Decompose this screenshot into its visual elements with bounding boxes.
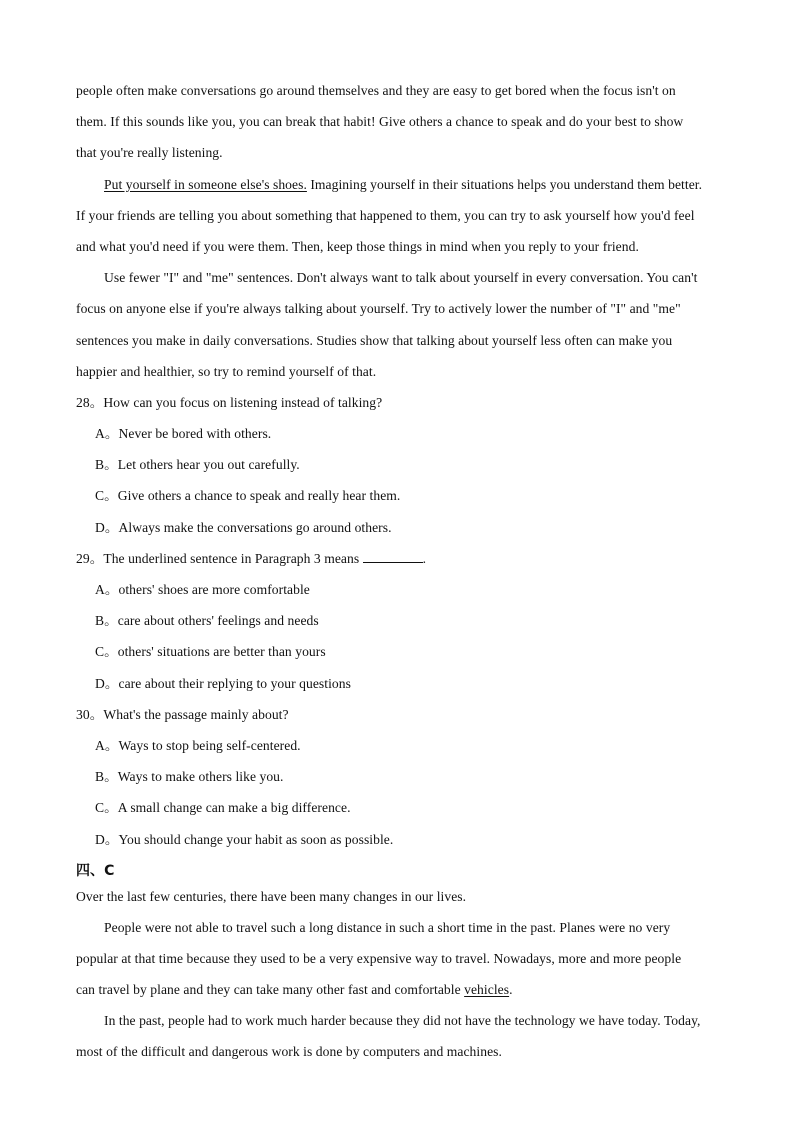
text-line — [76, 977, 748, 1008]
section-c — [76, 858, 748, 1071]
stem-period: . — [422, 550, 427, 566]
text-line: popular at that time because they used to be a very expensive way to travel. Nowadays, more and more people — [76, 950, 682, 966]
question-28 — [76, 390, 748, 546]
text-line: people often make conversations go around themselves and they are easy to get bored when the focus isn't on — [76, 83, 676, 98]
answer-blank — [363, 548, 423, 563]
section-heading: 四、C — [76, 862, 115, 879]
text-line: happier and healthier, so try to remind yourself of that. — [76, 363, 377, 379]
text-line: sentences you make in daily conversations. Studies show that talking about yourself less often can make you — [76, 332, 673, 348]
option-a: A。Ways to stop being self-centered. — [95, 737, 301, 753]
option-d: D。care about their replying to your questions — [95, 675, 351, 691]
text-line: focus on anyone else if you're always talking about yourself. Try to actively lower the number of "I" and "me" — [76, 301, 681, 317]
text-line: If your friends are telling you about something that happened to them, you can try to ask yourself how you'd feel — [76, 207, 695, 223]
question-29 — [76, 546, 748, 702]
paragraph-shoes — [76, 172, 748, 266]
text-line: and what you'd need if you were them. Then, keep those things in mind when you reply to your friend. — [76, 238, 639, 254]
text-span: can travel by plane and they can take many other fast and comfortable — [76, 982, 465, 998]
question-stem: 28。How can you focus on listening instead of talking? — [76, 394, 383, 410]
underlined-sentence: Put yourself in someone else's shoes. — [104, 176, 307, 192]
text-line: In the past, people had to work much harder because they did not have the technology we have today. Today, — [104, 1013, 701, 1029]
text-line: People were not able to travel such a long distance in such a short time in the past. Planes were no very — [104, 919, 671, 935]
text-line: most of the difficult and dangerous work is done by computers and machines. — [76, 1044, 502, 1060]
underlined-word: vehicles — [464, 982, 510, 998]
option-c: C。others' situations are better than yours — [95, 644, 326, 660]
document-page — [76, 78, 748, 1071]
option-a: A。others' shoes are more comfortable — [95, 582, 310, 597]
paragraph-listening — [76, 78, 748, 172]
text-line: that you're really listening. — [76, 145, 223, 161]
option-d: D。You should change your habit as soon as possible. — [95, 831, 394, 847]
option-a: A。Never be bored with others. — [95, 426, 272, 442]
stem-text: 29。The underlined sentence in Paragraph 3 means — [76, 550, 363, 566]
option-b: B。Let others hear you out carefully. — [95, 457, 300, 473]
question-stem: 30。What's the passage mainly about? — [76, 706, 289, 722]
option-b: B。Ways to make others like you. — [95, 769, 284, 785]
text-span: . — [509, 982, 513, 998]
text-line: Use fewer "I" and "me" sentences. Don't always want to talk about yourself in every conversation. You can't — [104, 270, 698, 286]
option-b: B。care about others' feelings and needs — [95, 613, 319, 629]
question-30 — [76, 702, 748, 858]
text-line: Over the last few centuries, there have been many changes in our lives. — [76, 888, 467, 904]
text-span: Imagining yourself in their situations helps you understand them better. — [306, 176, 703, 192]
option-c: C。A small change can make a big difference. — [95, 800, 351, 816]
paragraph-fewer-i — [76, 265, 748, 390]
text-line — [76, 172, 748, 203]
question-stem — [76, 546, 748, 577]
text-line: them. If this sounds like you, you can break that habit! Give others a chance to speak and do your best to show — [76, 114, 684, 130]
option-c: C。Give others a chance to speak and really hear them. — [95, 488, 401, 504]
option-d: D。Always make the conversations go around others. — [95, 519, 392, 535]
